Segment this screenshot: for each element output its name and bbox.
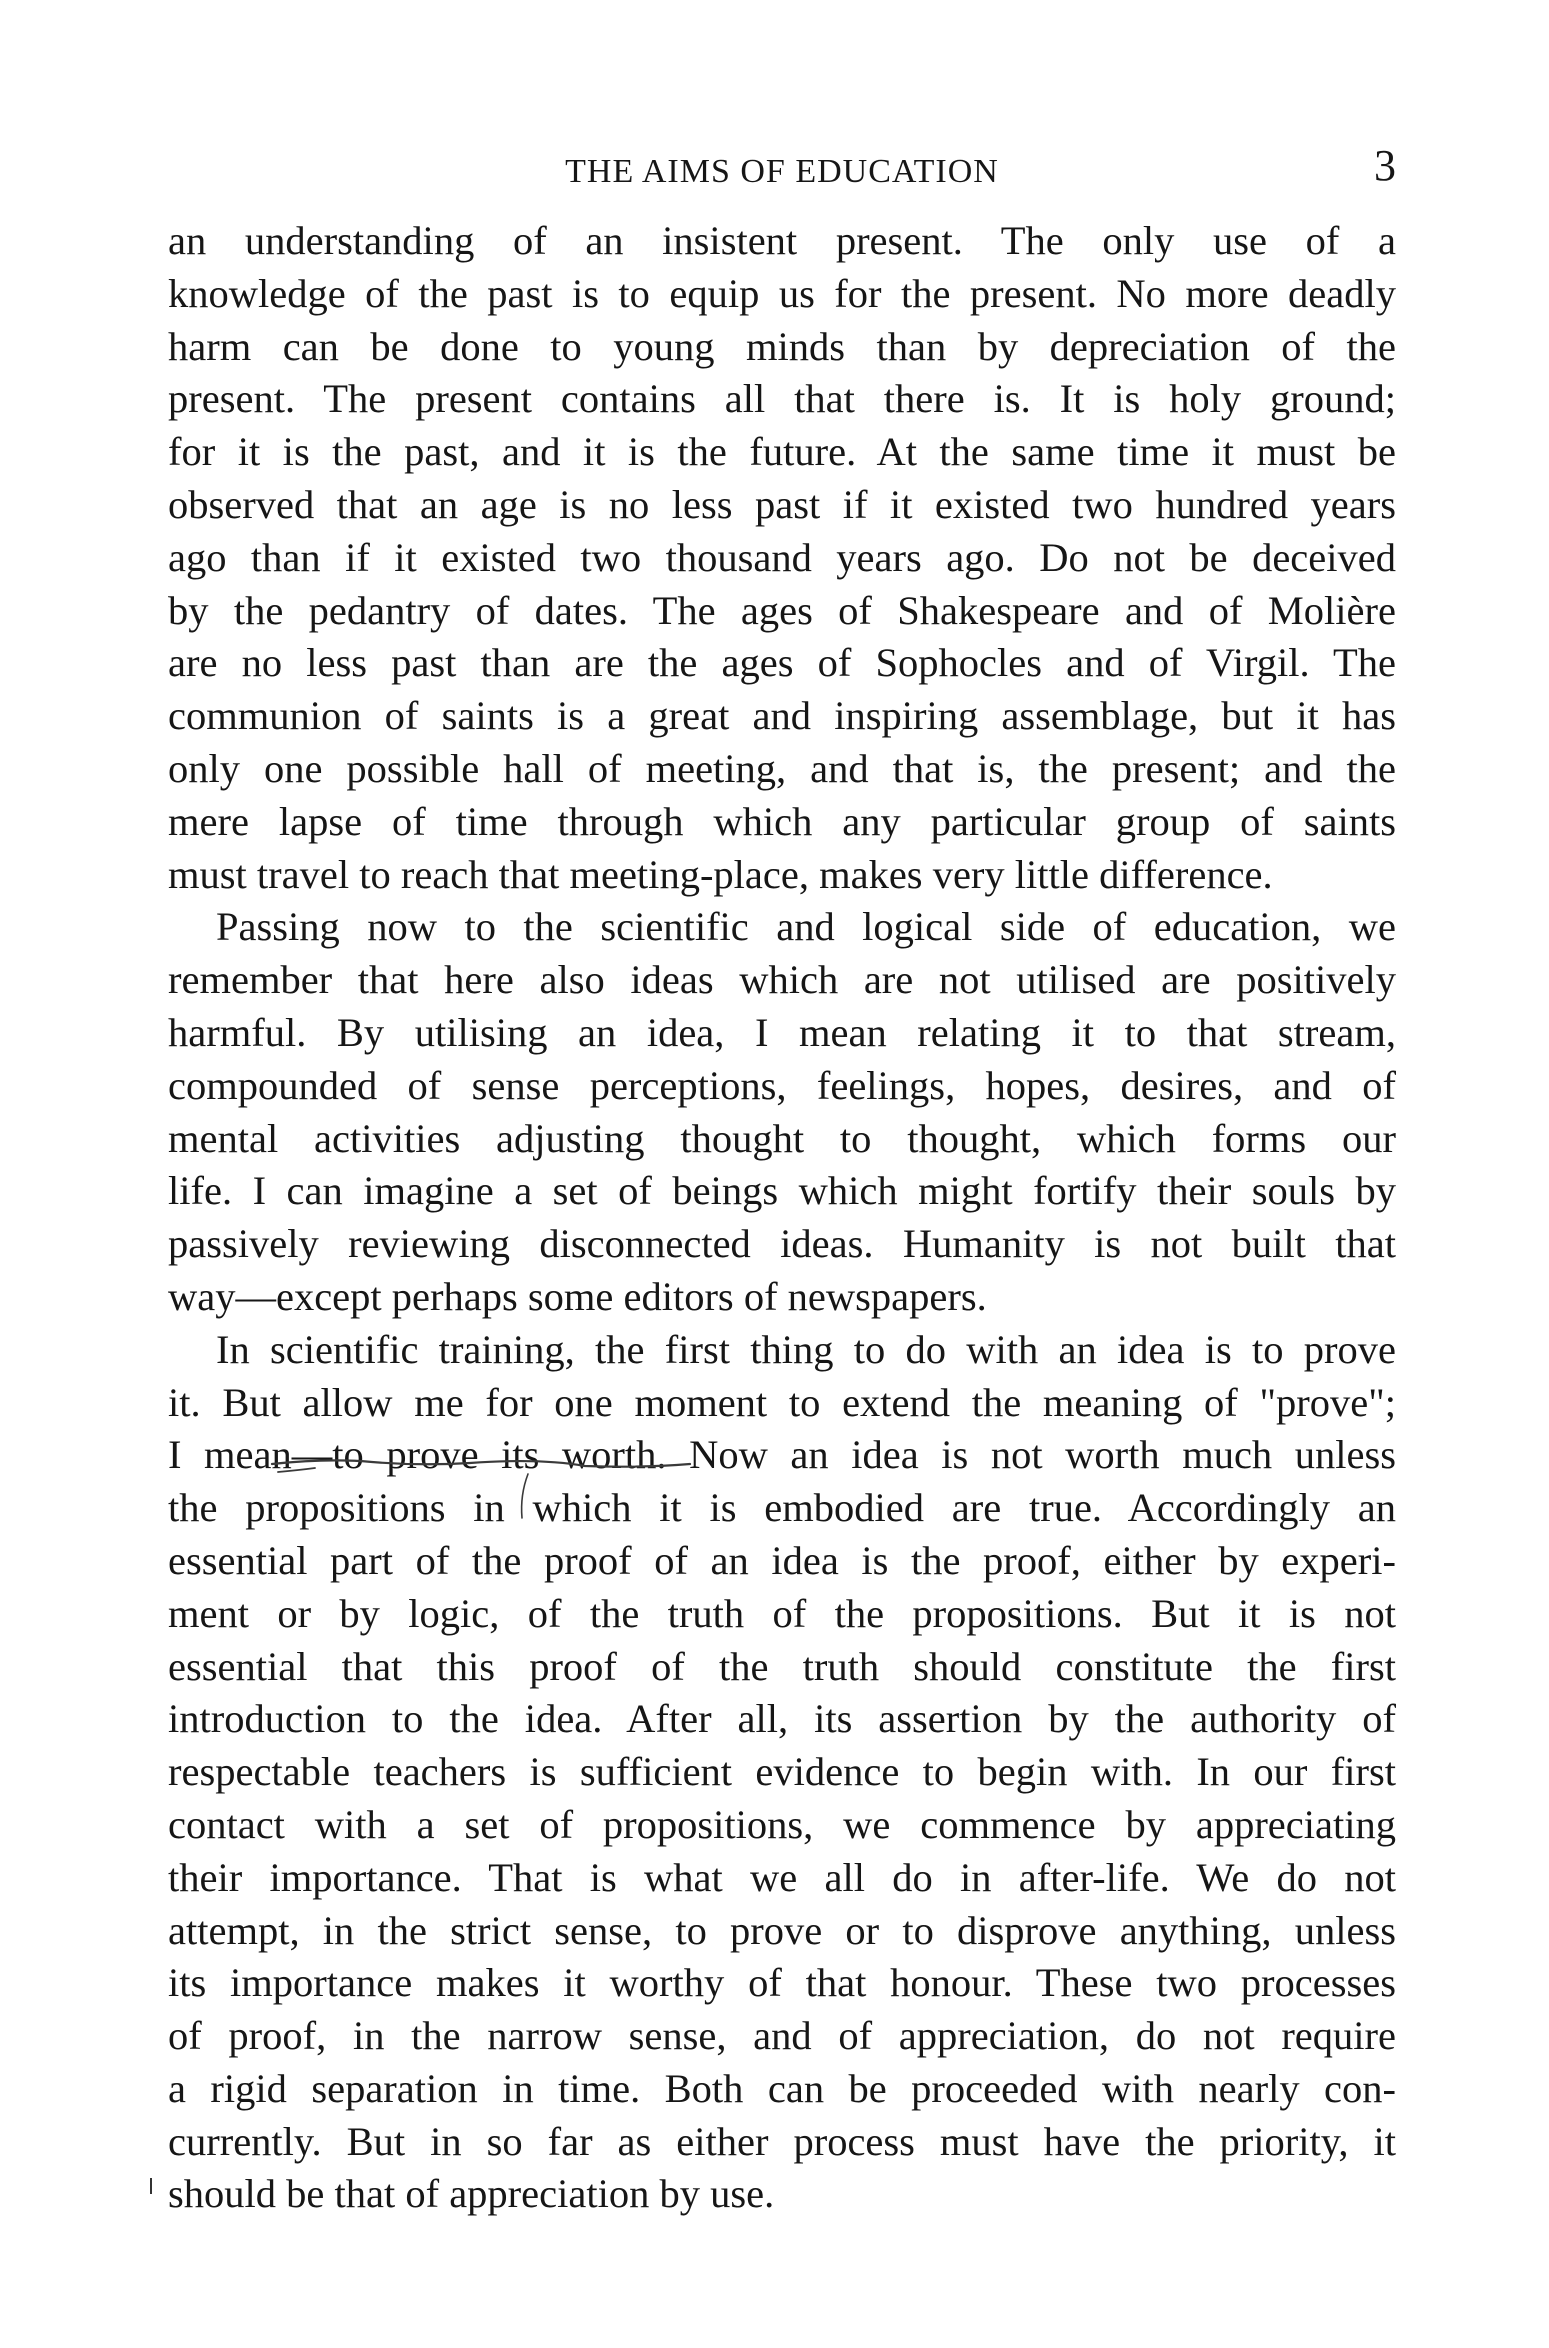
text-line: only one possible hall of meeting, and that is, the present; and the (168, 745, 1396, 791)
text-line: respectable teachers is sufficient evidence to begin with. In our first (168, 1749, 1396, 1795)
text-line: must travel to reach that meeting-place, makes very little difference. (168, 851, 1273, 897)
margin-pencil-tick (150, 2178, 152, 2194)
text-line: communion of saints is a great and inspiring assemblage, but it has (168, 693, 1396, 739)
text-line: it. But allow me for one moment to extend the meaning of "prove"; (168, 1379, 1396, 1425)
text-line: essential that this proof of the truth should constitute the first (168, 1643, 1396, 1689)
text-line: their importance. That is what we all do in after-life. We do not (168, 1854, 1396, 1900)
text-line: are no less past than are the ages of Sophocles and of Virgil. The (168, 640, 1396, 686)
body-text (168, 215, 1396, 2221)
running-title: THE AIMS OF EDUCATION (565, 153, 999, 190)
running-head (168, 141, 1396, 191)
text-line: an understanding of an insistent present. The only use of a (168, 218, 1396, 263)
text-line: for it is the past, and it is the future. At the same time it must be (168, 429, 1396, 475)
text-line: passively reviewing disconnected ideas. Humanity is not built that (168, 1221, 1396, 1267)
text-line: harmful. By utilising an idea, I mean relating it to that stream, (168, 1009, 1396, 1055)
text-line: attempt, in the strict sense, to prove or to disprove anything, unless (168, 1907, 1396, 1953)
text-line: essential part of the proof of an idea is the proof, either by experi- (168, 1537, 1396, 1583)
text-line: mere lapse of time through which any particular group of saints (168, 798, 1396, 844)
text-line: ago than if it existed two thousand years ago. Do not be deceived (168, 534, 1396, 580)
text-line: its importance makes it worthy of that honour. These two processes (168, 1960, 1396, 2006)
text-line: life. I can imagine a set of beings which might fortify their souls by (168, 1168, 1396, 1214)
text-line: contact with a set of propositions, we commence by appreciating (168, 1801, 1396, 1847)
text-line: Passing now to the scientific and logical side of education, we (216, 904, 1396, 950)
text-line: introduction to the idea. After all, its assertion by the authority of (168, 1696, 1396, 1742)
text-line: way—except perhaps some editors of newspapers. (168, 1273, 987, 1319)
text-line: ment or by logic, of the truth of the propositions. But it is not (168, 1590, 1396, 1636)
text-line: the propositions in which it is embodied are true. Accordingly an (168, 1485, 1396, 1531)
text-line: In scientific training, the first thing to do with an idea is to prove (216, 1326, 1396, 1372)
text-line: currently. But in so far as either process must have the priority, it (168, 2118, 1396, 2164)
text-line: of proof, in the narrow sense, and of appreciation, do not require (168, 2013, 1396, 2059)
text-line: present. The present contains all that there is. It is holy ground; (168, 376, 1396, 422)
text-line: knowledge of the past is to equip us for the present. No more deadly (168, 270, 1396, 316)
page-number: 3 (1374, 141, 1396, 190)
text-line: by the pedantry of dates. The ages of Shakespeare and of Molière (168, 587, 1396, 633)
text-line: remember that here also ideas which are not utilised are positively (168, 957, 1396, 1003)
text-line: compounded of sense perceptions, feelings, hopes, desires, and of (168, 1062, 1396, 1108)
text-line: I mean—to prove its worth. Now an idea is not worth much unless (168, 1432, 1396, 1478)
text-line: observed that an age is no less past if it existed two hundred years (168, 481, 1396, 527)
text-line: should be that of appreciation by use. (168, 2171, 775, 2217)
text-line: mental activities adjusting thought to thought, which forms our (168, 1115, 1396, 1161)
text-line: harm can be done to young minds than by depreciation of the (168, 323, 1396, 369)
text-line: a rigid separation in time. Both can be proceeded with nearly con- (168, 2065, 1396, 2111)
